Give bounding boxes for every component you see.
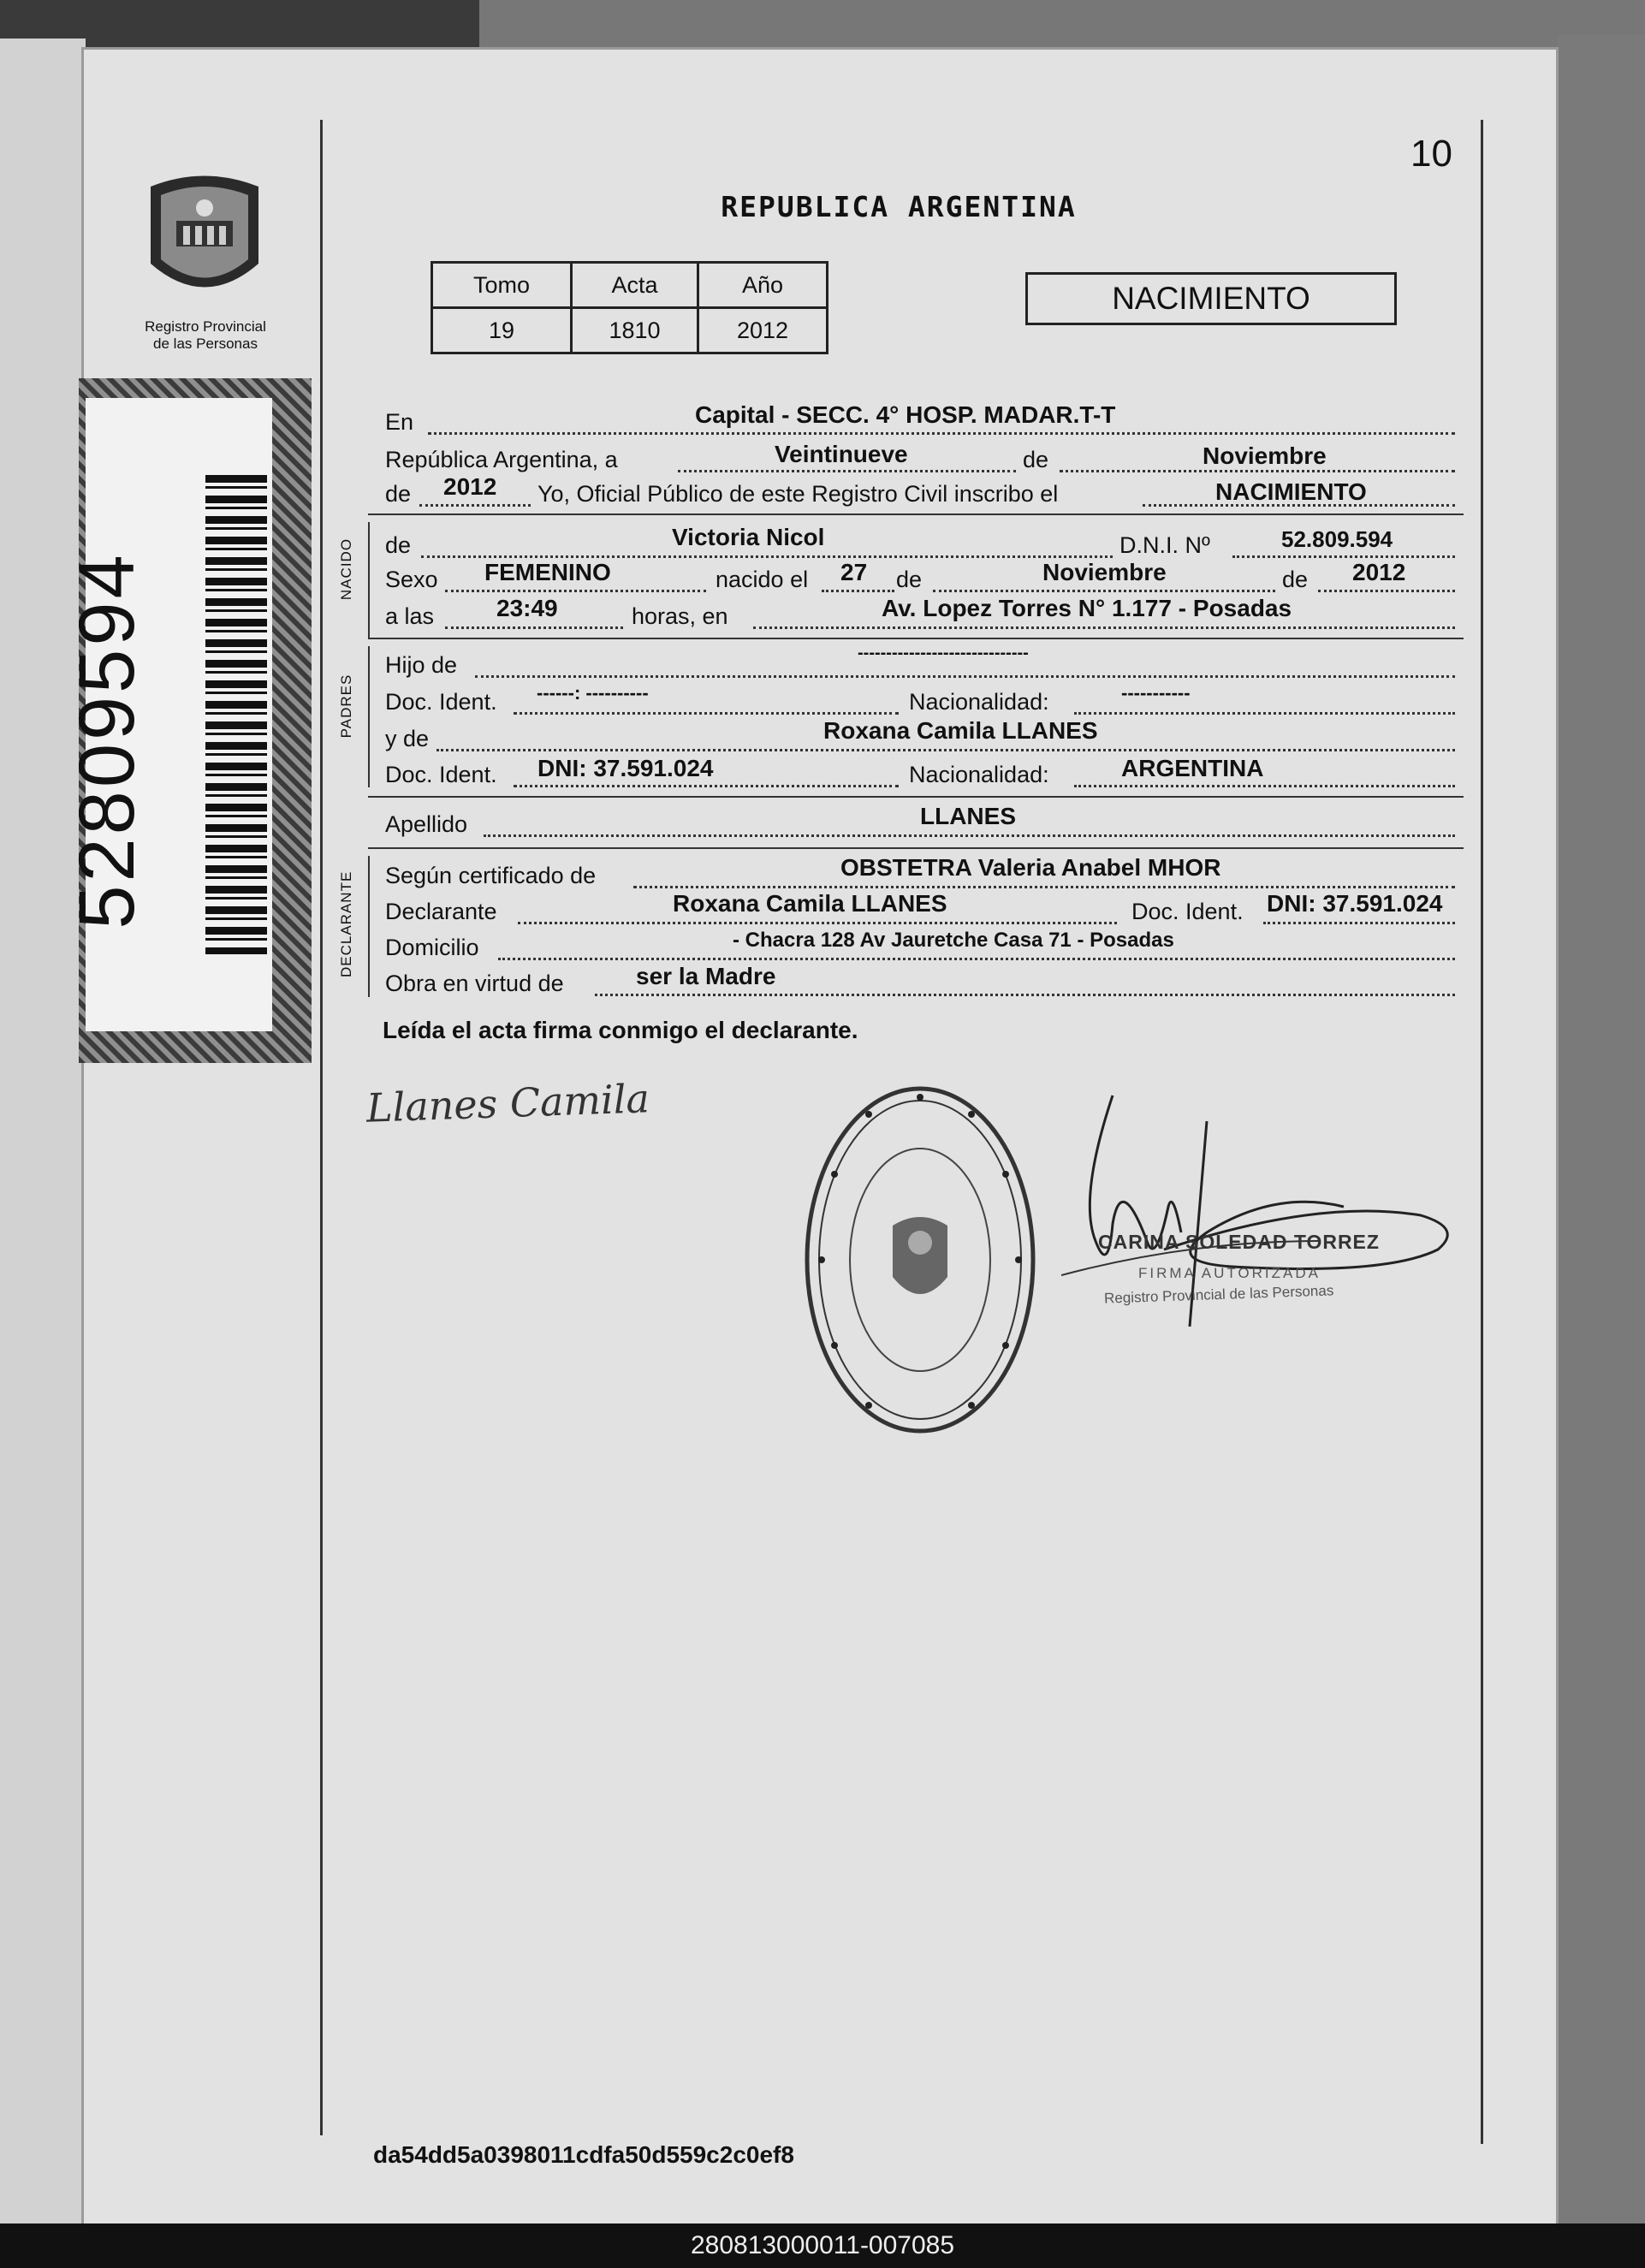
birth-month: Noviembre	[1042, 559, 1167, 585]
declarante-section-label: DECLARANTE	[338, 870, 354, 977]
anio-header: Año	[698, 263, 828, 308]
adjacent-page	[0, 39, 86, 2229]
apellido-value: LLANES	[920, 803, 1016, 829]
tomo-header: Tomo	[432, 263, 572, 308]
domicilio-value: - Chacra 128 Av Jauretche Casa 71 - Posadas	[733, 929, 1174, 952]
day-word: Veintinueve	[775, 441, 908, 467]
declarante-label: Declarante	[385, 899, 497, 924]
certificado-value: OBSTETRA Valeria Anabel MHOR	[840, 854, 1221, 881]
mother-doc-line	[514, 785, 899, 787]
acta-value: 1810	[572, 308, 698, 353]
nacido-el-label: nacido el	[716, 567, 809, 592]
father-name: ------------------------------	[858, 644, 1029, 662]
mother-doc: DNI: 37.591.024	[537, 755, 714, 781]
horas-label: horas, en	[632, 603, 728, 629]
barcode	[205, 475, 267, 954]
day-line	[678, 470, 1016, 472]
declarante-value: Roxana Camila LLANES	[673, 890, 947, 917]
nacido-bracket	[368, 522, 370, 638]
de-label-3: de	[1282, 567, 1309, 592]
place-line	[753, 626, 1455, 629]
birth-day: 27	[840, 559, 868, 585]
scan-background-top-right	[479, 0, 1645, 47]
official-office: Registro Provincial de las Personas	[1103, 1282, 1334, 1307]
official-name: CARINA SOLEDAD TORREZ	[1098, 1231, 1380, 1253]
de2-label: de	[385, 481, 412, 507]
birth-year-line	[1318, 590, 1455, 592]
mother-nationality: ARGENTINA	[1121, 755, 1264, 781]
apellido-label: Apellido	[385, 811, 468, 837]
father-doc-line	[514, 712, 899, 715]
page-title: REPUBLICA ARGENTINA	[721, 190, 1077, 223]
anio-value: 2012	[698, 308, 828, 353]
sexo-value: FEMENINO	[484, 559, 611, 585]
decl-doc-label: Doc. Ident.	[1131, 899, 1244, 924]
birth-time: 23:49	[496, 595, 558, 621]
logo-caption-line2: de las Personas	[153, 335, 258, 352]
name-line	[421, 555, 1113, 558]
birth-place: Av. Lopez Torres N° 1.177 - Posadas	[882, 595, 1292, 621]
de-label: de	[1023, 447, 1049, 472]
certificado-label: Según certificado de	[385, 863, 597, 888]
declarante-line	[518, 922, 1117, 924]
padres-bracket	[368, 646, 370, 787]
sexo-line	[445, 590, 706, 592]
alas-label: a las	[385, 603, 435, 629]
page-number: 10	[1410, 133, 1452, 175]
right-margin-rule	[1481, 120, 1483, 2144]
father-nationality: -----------	[1121, 682, 1191, 704]
certificado-line	[633, 886, 1455, 888]
doc-label: Doc. Ident.	[385, 689, 497, 715]
separator	[368, 847, 1464, 849]
mother-name: Roxana Camila LLANES	[823, 717, 1098, 744]
birth-month-line	[933, 590, 1275, 592]
nacido-section-label: NACIDO	[338, 537, 354, 601]
father-line	[475, 675, 1455, 678]
apellido-line	[484, 834, 1455, 837]
father-doc: ------: ----------	[537, 682, 649, 704]
month-value: Noviembre	[1203, 442, 1327, 469]
birth-year: 2012	[1352, 559, 1406, 585]
official-stamp-icon	[800, 1080, 1040, 1440]
nacionalidad-label-2: Nacionalidad:	[909, 762, 1049, 787]
child-name: Victoria Nicol	[672, 524, 825, 550]
en-line	[428, 432, 1455, 435]
separator	[368, 796, 1464, 798]
en-label: En	[385, 409, 414, 435]
padres-section-label: PADRES	[338, 674, 354, 739]
registry-logo-caption	[120, 318, 291, 353]
logo-caption-line1: Registro Provincial	[145, 318, 266, 335]
obra-line	[595, 994, 1455, 996]
year-line	[419, 504, 531, 507]
republica-label: República Argentina, a	[385, 447, 618, 472]
separator	[368, 514, 1464, 515]
official-role: FIRMA AUTORIZADA	[1138, 1265, 1321, 1281]
declarante-bracket	[368, 856, 370, 997]
footer-id: 280813000011-007085	[690, 2231, 955, 2259]
declarant-handwritten-signature: Llanes Camila	[365, 1075, 650, 1131]
year-value: 2012	[443, 473, 497, 500]
doc-label-2: Doc. Ident.	[385, 762, 497, 787]
obra-label: Obra en virtud de	[385, 971, 564, 996]
mother-nat-line	[1074, 785, 1455, 787]
sexo-label: Sexo	[385, 567, 438, 592]
scan-background-right	[1558, 34, 1645, 2234]
document-hash: da54dd5a0398011cdfa50d559c2c0ef8	[373, 2141, 794, 2168]
dni-value: 52.809.594	[1281, 526, 1393, 552]
barcode-number: 52809594	[63, 551, 151, 929]
domicilio-label: Domicilio	[385, 935, 479, 960]
yde-label: y de	[385, 726, 430, 751]
nacido-de-label: de	[385, 532, 412, 558]
record-type-box: NACIMIENTO	[1025, 272, 1397, 325]
registry-table	[431, 261, 828, 354]
father-nat-line	[1074, 712, 1455, 715]
separator	[368, 638, 1464, 639]
dni-line	[1232, 555, 1455, 558]
inscribo-value: NACIMIENTO	[1215, 478, 1367, 505]
month-line	[1060, 470, 1455, 472]
time-line	[445, 626, 623, 629]
province-seal-icon	[142, 169, 267, 306]
decl-doc-value: DNI: 37.591.024	[1267, 890, 1443, 917]
tomo-value: 19	[432, 308, 572, 353]
decl-doc-line	[1263, 922, 1455, 924]
closing-statement: Leída el acta firma conmigo el declarante.	[383, 1017, 858, 1043]
official-signature-icon	[1061, 1070, 1472, 1369]
en-value: Capital - SECC. 4° HOSP. MADAR.T-T	[695, 401, 1116, 428]
dni-label: D.N.I. Nº	[1119, 532, 1210, 558]
acta-header: Acta	[572, 263, 698, 308]
yo-text: Yo, Oficial Público de este Registro Civil inscribo el	[537, 481, 1059, 507]
hijo-label: Hijo de	[385, 652, 458, 678]
de-label-2: de	[896, 567, 923, 592]
left-margin-rule	[320, 120, 323, 2135]
birth-day-line	[822, 590, 894, 592]
nacionalidad-label: Nacionalidad:	[909, 689, 1049, 715]
obra-value: ser la Madre	[636, 963, 776, 989]
mother-line	[436, 749, 1455, 751]
domicilio-line	[498, 958, 1455, 960]
